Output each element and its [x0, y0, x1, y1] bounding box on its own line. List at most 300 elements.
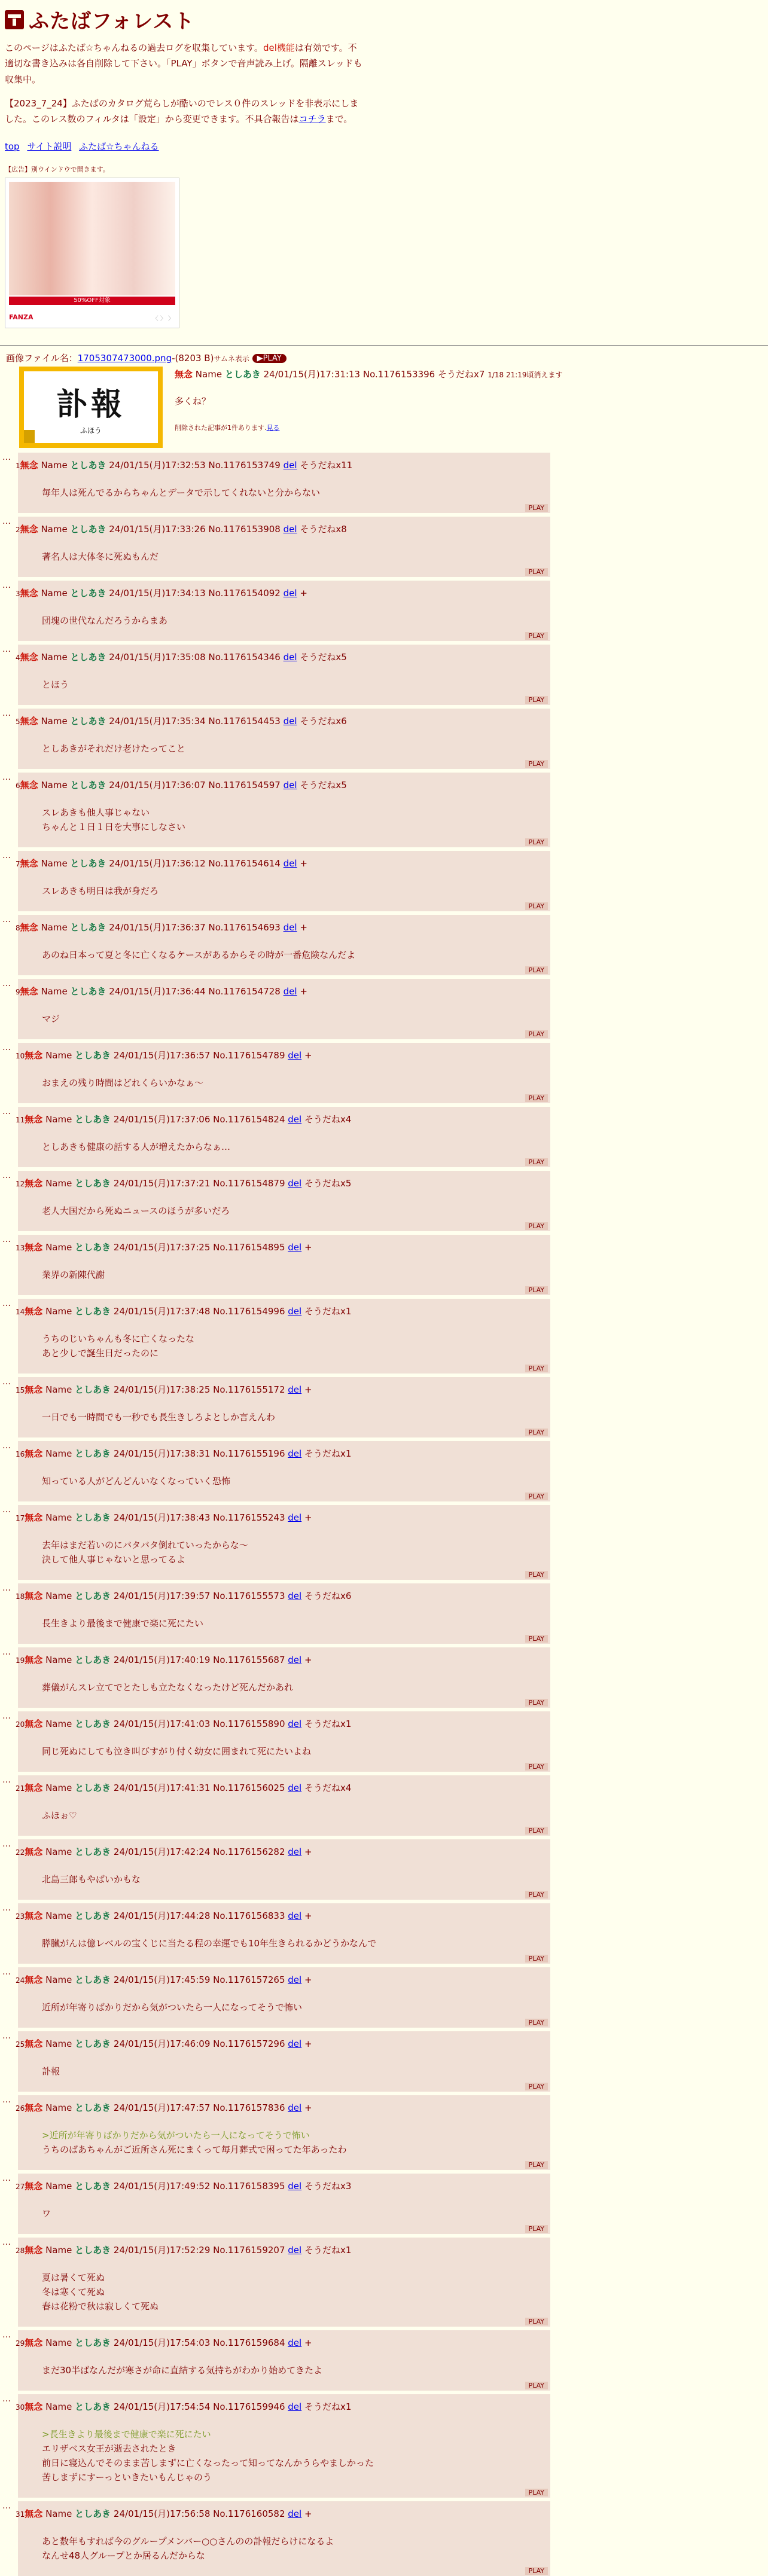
reply-number[interactable]: No.1176154453: [208, 716, 281, 727]
reply-line: 春は花粉で秋は寂しくて死ぬ: [42, 2301, 159, 2312]
reply-footer: [18, 1218, 550, 1231]
reply-footer: [18, 756, 550, 769]
reply-header: [16, 1775, 548, 1794]
reply-name-label: Name: [45, 1783, 72, 1794]
reply-sodane-button[interactable]: そうだねx6: [300, 716, 347, 727]
reply-name: としあき: [70, 588, 106, 599]
reply-play-button[interactable]: PLAY: [525, 1429, 548, 1436]
file-label: 画像ファイル名：: [6, 353, 78, 364]
reply-play-button[interactable]: PLAY: [525, 2567, 548, 2575]
reply-header: [16, 851, 548, 869]
reply-name-label: Name: [45, 1655, 72, 1666]
reply-del-link[interactable]: del: [288, 1783, 302, 1794]
reply-play-button[interactable]: PLAY: [525, 1286, 548, 1294]
reply-post: [2, 1967, 550, 2028]
reply-sodane-button[interactable]: そうだねx5: [300, 652, 347, 663]
reply-footer: [18, 1026, 550, 1039]
reply-index: 13: [16, 1244, 25, 1253]
reply-play-button[interactable]: PLAY: [525, 838, 548, 846]
reply-post: [2, 2095, 550, 2170]
reply-del-link[interactable]: del: [288, 2038, 302, 2050]
reply-footer: [18, 1567, 550, 1580]
reply-del-link[interactable]: del: [288, 1050, 302, 1061]
reply-play-button[interactable]: PLAY: [525, 2318, 548, 2325]
reply-del-link[interactable]: del: [288, 1242, 302, 1253]
reply-footer: [18, 898, 550, 911]
reply-del-link[interactable]: del: [288, 1974, 302, 1986]
page-header: [0, 0, 768, 328]
reply-name: としあき: [75, 2038, 111, 2050]
reply-header: [16, 915, 548, 933]
reply-name-label: Name: [45, 1448, 72, 1460]
reply-name: としあき: [70, 716, 106, 727]
reply-play-button[interactable]: PLAY: [525, 1030, 548, 1038]
reply-sodane-button[interactable]: +: [304, 1910, 312, 1922]
reply-comment: [18, 1858, 550, 1887]
reply-sodane-button[interactable]: +: [300, 922, 307, 933]
reply-name: としあき: [75, 2337, 111, 2349]
nav-about-link[interactable]: サイト説明: [27, 141, 72, 152]
reply-comment: [18, 1189, 550, 1218]
reply-play-button[interactable]: PLAY: [525, 760, 548, 768]
reply-subject: 無念: [25, 1783, 43, 1794]
reply-play-button[interactable]: PLAY: [525, 1365, 548, 1372]
reply-del-link[interactable]: del: [288, 2181, 302, 2192]
reply-marker: …: [2, 1107, 11, 1117]
reply-comment: [18, 2050, 550, 2078]
reply-post: [2, 1583, 550, 1644]
reply-subject: 無念: [25, 1178, 43, 1189]
reply-number[interactable]: No.1176155196: [213, 1448, 285, 1460]
deleted-view-link[interactable]: 見る: [266, 424, 280, 432]
reply-marker: …: [2, 1775, 11, 1786]
reply-line: ちゃんと１日１日を大事にしなさい: [42, 822, 186, 833]
reply-marker: …: [2, 773, 11, 783]
reply-del-link[interactable]: del: [288, 2245, 302, 2256]
reply-comment: [18, 727, 550, 756]
reply-name: としあき: [75, 2245, 111, 2256]
reply-line: としあきがそれだけ老けたってこと: [42, 743, 186, 755]
reply-del-link[interactable]: del: [283, 460, 297, 471]
reply-sodane-button[interactable]: +: [304, 2508, 312, 2520]
reply-index: 15: [16, 1386, 25, 1395]
reply-footer: [18, 2563, 550, 2576]
reply-index: 1: [16, 462, 20, 471]
reply-comment: [18, 1666, 550, 1695]
reply-play-button[interactable]: PLAY: [525, 696, 548, 704]
reply-line: 訃報: [42, 2066, 60, 2077]
reply-line: 冬は寒くて死ぬ: [42, 2287, 105, 2298]
reply-header: [16, 773, 548, 791]
reply-comment: [18, 1317, 550, 1360]
reply-header: [16, 2330, 548, 2349]
reply-play-button[interactable]: PLAY: [525, 1094, 548, 1102]
reply-sodane-button[interactable]: +: [304, 1974, 312, 1986]
reply-datetime: 24/01/15(月)17:54:54: [113, 2401, 211, 2413]
reply-name: としあき: [75, 1242, 111, 1253]
reply-footer: [18, 1154, 550, 1167]
reply-sodane-button[interactable]: そうだねx8: [300, 524, 347, 535]
reply-name-label: Name: [45, 1050, 72, 1061]
reply-play-button[interactable]: PLAY: [525, 568, 548, 576]
reply-index: 8: [16, 924, 20, 933]
thumb-hint: サムネ表示: [214, 355, 249, 364]
reply-name: としあき: [70, 460, 106, 471]
intro-del: del機能: [263, 42, 295, 53]
reply-subject: 無念: [25, 2181, 43, 2192]
reply-number[interactable]: No.1176153908: [208, 524, 281, 535]
reply-datetime: 24/01/15(月)17:41:31: [113, 1783, 211, 1794]
reply-line: マジ: [42, 1014, 60, 1025]
reply-del-link[interactable]: del: [288, 1178, 302, 1189]
reply-del-link[interactable]: del: [288, 2102, 302, 2114]
reply-line: 著名人は大体冬に死ぬもんだ: [42, 551, 159, 563]
reply-name-label: Name: [41, 780, 68, 791]
op-number[interactable]: No.1176153396: [362, 369, 435, 380]
reply-del-link[interactable]: del: [283, 588, 297, 599]
reply-datetime: 24/01/15(月)17:47:57: [113, 2102, 211, 2114]
reply-del-link[interactable]: del: [288, 1591, 302, 1602]
op-body: [6, 367, 763, 448]
reply-sodane-button[interactable]: そうだねx1: [304, 1448, 352, 1460]
reply-del-link[interactable]: del: [288, 1846, 302, 1858]
reply-datetime: 24/01/15(月)17:56:58: [113, 2508, 211, 2520]
reply-subject: 無念: [25, 2401, 43, 2413]
deleted-text: 削除された記事が1件あります.: [175, 424, 267, 432]
reply-number[interactable]: No.1176154614: [208, 858, 281, 869]
reply-comment: [18, 1524, 550, 1567]
reply-index: 26: [16, 2104, 25, 2113]
reply-number[interactable]: No.1176155573: [213, 1591, 285, 1602]
reply-name: としあき: [70, 858, 106, 869]
reply-del-link[interactable]: del: [288, 1719, 302, 1730]
reply-del-link[interactable]: del: [288, 1512, 302, 1524]
reply-number[interactable]: No.1176156833: [213, 1910, 285, 1922]
reply-header: [16, 979, 548, 997]
intro-mid: は有効です。不適切な書き込みは各自削除して下さい。「PLAY」ボタンで音声読み上げ。隔離スレッドも収集中。: [5, 42, 362, 85]
reply-number[interactable]: No.1176160582: [213, 2508, 285, 2520]
reply-name-label: Name: [45, 1306, 72, 1317]
reply-sodane-button[interactable]: そうだねx5: [300, 780, 347, 791]
op-subject: 無念: [175, 369, 193, 380]
reply-subject: 無念: [25, 1114, 43, 1125]
reply-play-button[interactable]: PLAY: [525, 2083, 548, 2090]
reply-sodane-button[interactable]: そうだねx1: [304, 1306, 352, 1317]
reply-number[interactable]: No.1176154693: [208, 922, 281, 933]
report-link[interactable]: コチラ: [298, 114, 326, 124]
reply-del-link[interactable]: del: [283, 716, 297, 727]
reply-name: としあき: [75, 1591, 111, 1602]
reply-name: としあき: [75, 1050, 111, 1061]
reply-number[interactable]: No.1176157265: [213, 1974, 285, 1986]
reply-name: としあき: [70, 922, 106, 933]
reply-marker: …: [2, 1441, 11, 1451]
reply-sodane-button[interactable]: そうだねx1: [304, 2245, 352, 2256]
reply-name-label: Name: [41, 922, 68, 933]
reply-marker: …: [2, 1377, 11, 1387]
reply-number[interactable]: No.1176157836: [213, 2102, 285, 2114]
reply-number[interactable]: No.1176154824: [213, 1114, 285, 1125]
reply-marker: …: [2, 1711, 11, 1722]
reply-sodane-button[interactable]: そうだねx3: [304, 2181, 352, 2192]
reply-sodane-button[interactable]: +: [300, 986, 307, 997]
reply-index: 17: [16, 1514, 25, 1523]
reply-comment: [18, 2413, 550, 2485]
reply-comment: [18, 1061, 550, 1090]
reply-name-label: Name: [45, 2245, 72, 2256]
op-sodane-button[interactable]: そうだねx7: [438, 369, 485, 380]
reply-play-button[interactable]: PLAY: [525, 1158, 548, 1166]
reply-datetime: 24/01/15(月)17:36:37: [109, 922, 206, 933]
reply-del-link[interactable]: del: [283, 986, 297, 997]
reply-datetime: 24/01/15(月)17:38:31: [113, 1448, 211, 1460]
reply-post: [2, 2174, 550, 2234]
reply-play-button[interactable]: PLAY: [525, 1955, 548, 1962]
reply-name: としあき: [70, 986, 106, 997]
nav-futaba-link[interactable]: ふたば☆ちゃんねる: [79, 141, 159, 152]
reply-header: [16, 2238, 548, 2256]
futaba-logo-icon[interactable]: [5, 10, 24, 29]
reply-sodane-button[interactable]: +: [304, 1846, 312, 1858]
reply-post: [2, 1505, 550, 1580]
reply-name: としあき: [70, 780, 106, 791]
notice-text: [5, 96, 364, 127]
reply-play-button[interactable]: PLAY: [525, 1222, 548, 1230]
reply-number[interactable]: No.1176157296: [213, 2038, 285, 2050]
reply-play-button[interactable]: PLAY: [525, 966, 548, 974]
reply-play-button[interactable]: PLAY: [525, 1571, 548, 1579]
ad-image[interactable]: [9, 182, 175, 295]
reply-header: [16, 2394, 548, 2413]
reply-number[interactable]: No.1176154879: [213, 1178, 285, 1189]
reply-comment: [18, 1730, 550, 1759]
reply-comment: [18, 997, 550, 1026]
reply-header: [16, 2095, 548, 2114]
reply-line: 前日に寝込んでそのまま苦しまずに亡くなったって知ってなんかうらやましかった: [42, 2458, 374, 2469]
reply-play-button[interactable]: PLAY: [525, 2489, 548, 2496]
reply-number[interactable]: No.1176159207: [213, 2245, 285, 2256]
reply-comment: [18, 1922, 550, 1951]
reply-name-label: Name: [45, 1591, 72, 1602]
reply-subject: 無念: [25, 1655, 43, 1666]
reply-name-label: Name: [45, 1512, 72, 1524]
reply-del-link[interactable]: del: [283, 652, 297, 663]
reply-sodane-button[interactable]: そうだねx4: [304, 1114, 352, 1125]
reply-post: [2, 2238, 550, 2327]
reply-number[interactable]: No.1176156025: [213, 1783, 285, 1794]
reply-number[interactable]: No.1176155172: [213, 1384, 285, 1396]
reply-marker: …: [2, 915, 11, 925]
reply-post: [2, 2031, 550, 2092]
reply-index: 4: [16, 654, 20, 663]
reply-del-link[interactable]: del: [283, 524, 297, 535]
reply-number[interactable]: No.1176159684: [213, 2337, 285, 2349]
reply-sodane-button[interactable]: そうだねx5: [304, 1178, 352, 1189]
op-thumbnail[interactable]: [19, 367, 163, 448]
reply-marker: …: [2, 1171, 11, 1181]
reply-sodane-button[interactable]: そうだねx1: [304, 1719, 352, 1730]
reply-number[interactable]: No.1176155687: [213, 1655, 285, 1666]
reply-play-button[interactable]: PLAY: [525, 902, 548, 910]
reply-marker: …: [2, 581, 11, 591]
reply-name: としあき: [75, 1910, 111, 1922]
reply-sodane-button[interactable]: +: [304, 2337, 312, 2349]
reply-index: 12: [16, 1180, 25, 1189]
reply-sodane-button[interactable]: +: [304, 1050, 312, 1061]
reply-play-button[interactable]: PLAY: [525, 1635, 548, 1643]
reply-sodane-button[interactable]: +: [304, 1242, 312, 1253]
reply-line: エリザベス女王が逝去されたとき: [42, 2443, 176, 2455]
reply-play-button[interactable]: PLAY: [525, 1827, 548, 1835]
reply-play-button[interactable]: PLAY: [525, 2161, 548, 2169]
reply-number[interactable]: No.1176158395: [213, 2181, 285, 2192]
reply-line: 夏は暑くて死ぬ: [42, 2272, 105, 2284]
reply-subject: 無念: [25, 1384, 43, 1396]
reply-sodane-button[interactable]: そうだねx4: [304, 1783, 352, 1794]
reply-header: [16, 1647, 548, 1666]
reply-line: 老人大国だから死ぬニュースのほうが多いだろ: [42, 1205, 230, 1217]
reply-line: 近所が年寄りばかりだから気がついたら一人になってそうで怖い: [42, 2002, 303, 2013]
reply-number[interactable]: No.1176154092: [208, 588, 281, 599]
reply-name: としあき: [75, 2102, 111, 2114]
reply-header: [16, 1583, 548, 1602]
reply-play-button[interactable]: PLAY: [525, 1763, 548, 1771]
op-play-button[interactable]: ▶PLAY: [252, 354, 287, 363]
reply-marker: …: [2, 2174, 11, 2184]
reply-datetime: 24/01/15(月)17:40:19: [113, 1655, 211, 1666]
reply-subject: 無念: [25, 2102, 43, 2114]
reply-index: 30: [16, 2403, 25, 2412]
reply-datetime: 24/01/15(月)17:54:03: [113, 2337, 211, 2349]
reply-play-button[interactable]: PLAY: [525, 2382, 548, 2389]
reply-del-link[interactable]: del: [288, 2401, 302, 2413]
reply-datetime: 24/01/15(月)17:36:44: [109, 986, 206, 997]
reply-sodane-button[interactable]: +: [304, 2038, 312, 2050]
reply-sodane-button[interactable]: +: [300, 858, 307, 869]
reply-header: [16, 1299, 548, 1317]
reply-number[interactable]: No.1176154728: [208, 986, 281, 997]
reply-name-label: Name: [41, 460, 68, 471]
reply-line: 一日でも一時間でも一秒でも長生きしろよとしか言えんわ: [42, 1412, 276, 1423]
reply-del-link[interactable]: del: [288, 1448, 302, 1460]
thumbnail-title: 訃報: [56, 386, 126, 423]
reply-comment: [18, 2520, 550, 2563]
reply-del-link[interactable]: del: [283, 922, 297, 933]
reply-name: としあき: [75, 2401, 111, 2413]
reply-del-link[interactable]: del: [288, 2508, 302, 2520]
reply-name: としあき: [70, 524, 106, 535]
reply-header: [16, 2031, 548, 2050]
reply-del-link[interactable]: del: [283, 858, 297, 869]
reply-del-link[interactable]: del: [288, 2337, 302, 2349]
reply-number[interactable]: No.1176154597: [208, 780, 281, 791]
reply-subject: 無念: [25, 1242, 43, 1253]
reply-marker: …: [2, 2394, 11, 2404]
reply-number[interactable]: No.1176155890: [213, 1719, 285, 1730]
notice-prefix: 【2023_7_24】ふたばのカタログ荒らしが酷いのでレス０件のスレッドを非表示にしました。このレス数のフィルタは「設定」から変更できます。不具合報告は: [5, 97, 359, 124]
file-size: -(8203 B): [172, 353, 214, 364]
reply-comment: [18, 471, 550, 500]
reply-index: 9: [16, 988, 20, 997]
reply-footer: [18, 1631, 550, 1644]
reply-name-label: Name: [45, 2508, 72, 2520]
reply-number[interactable]: No.1176153749: [208, 460, 281, 471]
reply-number[interactable]: No.1176154346: [208, 652, 281, 663]
reply-subject: 無念: [25, 1910, 43, 1922]
reply-name: としあき: [75, 1178, 111, 1189]
reply-post: [2, 1377, 550, 1437]
reply-index: 16: [16, 1450, 25, 1459]
notice-suffix: まで。: [325, 114, 353, 124]
nav-top-link[interactable]: top: [5, 141, 20, 152]
reply-play-button[interactable]: PLAY: [525, 1699, 548, 1707]
reply-play-button[interactable]: PLAY: [525, 504, 548, 512]
reply-name-label: Name: [45, 1719, 72, 1730]
reply-number[interactable]: No.1176155243: [213, 1512, 285, 1524]
reply-marker: …: [2, 709, 11, 719]
reply-subject: 無念: [25, 1306, 43, 1317]
op-name: としあき: [224, 369, 261, 380]
reply-marker: …: [2, 517, 11, 527]
reply-play-button[interactable]: PLAY: [525, 1493, 548, 1500]
reply-subject: 無念: [25, 2038, 43, 2050]
reply-sodane-button[interactable]: +: [304, 1384, 312, 1396]
reply-index: 11: [16, 1116, 25, 1125]
reply-number[interactable]: No.1176154789: [213, 1050, 285, 1061]
reply-number[interactable]: No.1176154895: [213, 1242, 285, 1253]
reply-subject: 無念: [25, 1974, 43, 1986]
thumbnail-content: [24, 371, 158, 443]
reply-play-button[interactable]: PLAY: [525, 2019, 548, 2026]
reply-del-link[interactable]: del: [288, 1384, 302, 1396]
reply-header: [16, 645, 548, 663]
reply-name-label: Name: [45, 1384, 72, 1396]
ad-nav-arrows[interactable]: 〈 〉 〉: [152, 316, 174, 323]
reply-del-link[interactable]: del: [288, 1306, 302, 1317]
reply-sodane-button[interactable]: +: [304, 2102, 312, 2114]
reply-header: [16, 581, 548, 599]
reply-header: [16, 1967, 548, 1986]
reply-number[interactable]: No.1176159946: [213, 2401, 285, 2413]
reply-post: [2, 453, 550, 513]
file-link[interactable]: 1705307473000.png: [77, 353, 172, 364]
reply-play-button[interactable]: PLAY: [525, 2225, 548, 2233]
reply-post: [2, 1839, 550, 1900]
reply-footer: [18, 1951, 550, 1964]
reply-sodane-button[interactable]: そうだねx6: [304, 1591, 352, 1602]
reply-del-link[interactable]: del: [288, 1114, 302, 1125]
reply-number[interactable]: No.1176154996: [213, 1306, 285, 1317]
reply-del-link[interactable]: del: [283, 780, 297, 791]
reply-play-button[interactable]: PLAY: [525, 632, 548, 640]
reply-sodane-button[interactable]: そうだねx1: [304, 2401, 352, 2413]
reply-del-link[interactable]: del: [288, 1655, 302, 1666]
reply-subject: 無念: [20, 588, 38, 599]
ad-banner[interactable]: [5, 178, 179, 328]
reply-sodane-button[interactable]: そうだねx11: [300, 460, 353, 471]
reply-marker: …: [2, 1647, 11, 1658]
reply-del-link[interactable]: del: [288, 1910, 302, 1922]
reply-post: [2, 2501, 550, 2576]
reply-sodane-button[interactable]: +: [304, 1655, 312, 1666]
reply-play-button[interactable]: PLAY: [525, 1891, 548, 1899]
reply-footer: [18, 1887, 550, 1900]
reply-name-label: Name: [41, 716, 68, 727]
reply-number[interactable]: No.1176156282: [213, 1846, 285, 1858]
reply-sodane-button[interactable]: +: [300, 588, 307, 599]
reply-sodane-button[interactable]: +: [304, 1512, 312, 1524]
reply-footer: [18, 2078, 550, 2092]
